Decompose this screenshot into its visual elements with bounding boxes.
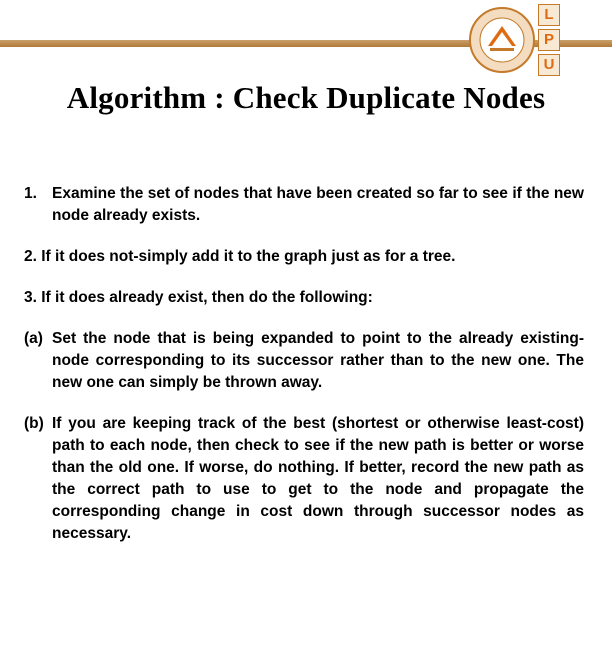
logo-letter-u: U	[538, 54, 560, 76]
step-a-text: Set the node that is being expanded to point to the already existing-node corresponding to its successor rather than to the new one. The new one can simply be thrown away.	[52, 330, 584, 391]
university-initials-logo	[538, 4, 560, 76]
step-b-marker: (b)	[24, 415, 44, 432]
step-b-text: If you are keeping track of the best (shortest or otherwise least-cost) path to each node, then check to see if the new path is better or worse than the old one. If worse, do nothing. If better, record the new path as the correct path to use to get to the node and propagate the corresponding change in cost down through successor nodes as necessary.	[52, 415, 584, 542]
step-2-text: 2. If it does not-simply add it to the graph just as for a tree.	[24, 248, 456, 265]
logo-letter-p: P	[538, 29, 560, 51]
logo-letter-l: L	[538, 4, 560, 26]
step-1	[24, 183, 584, 227]
step-3-text: 3. If it does already exist, then do the following:	[24, 289, 373, 306]
step-a	[24, 328, 584, 394]
university-seal-logo	[468, 2, 536, 78]
step-1-marker: 1.	[24, 185, 37, 202]
slide-title: Algorithm : Check Duplicate Nodes	[66, 80, 546, 115]
step-a-marker: (a)	[24, 330, 43, 347]
step-b	[24, 413, 584, 545]
step-1-text: Examine the set of nodes that have been created so far to see if the new node already exists.	[52, 185, 584, 224]
algorithm-steps	[24, 183, 584, 564]
